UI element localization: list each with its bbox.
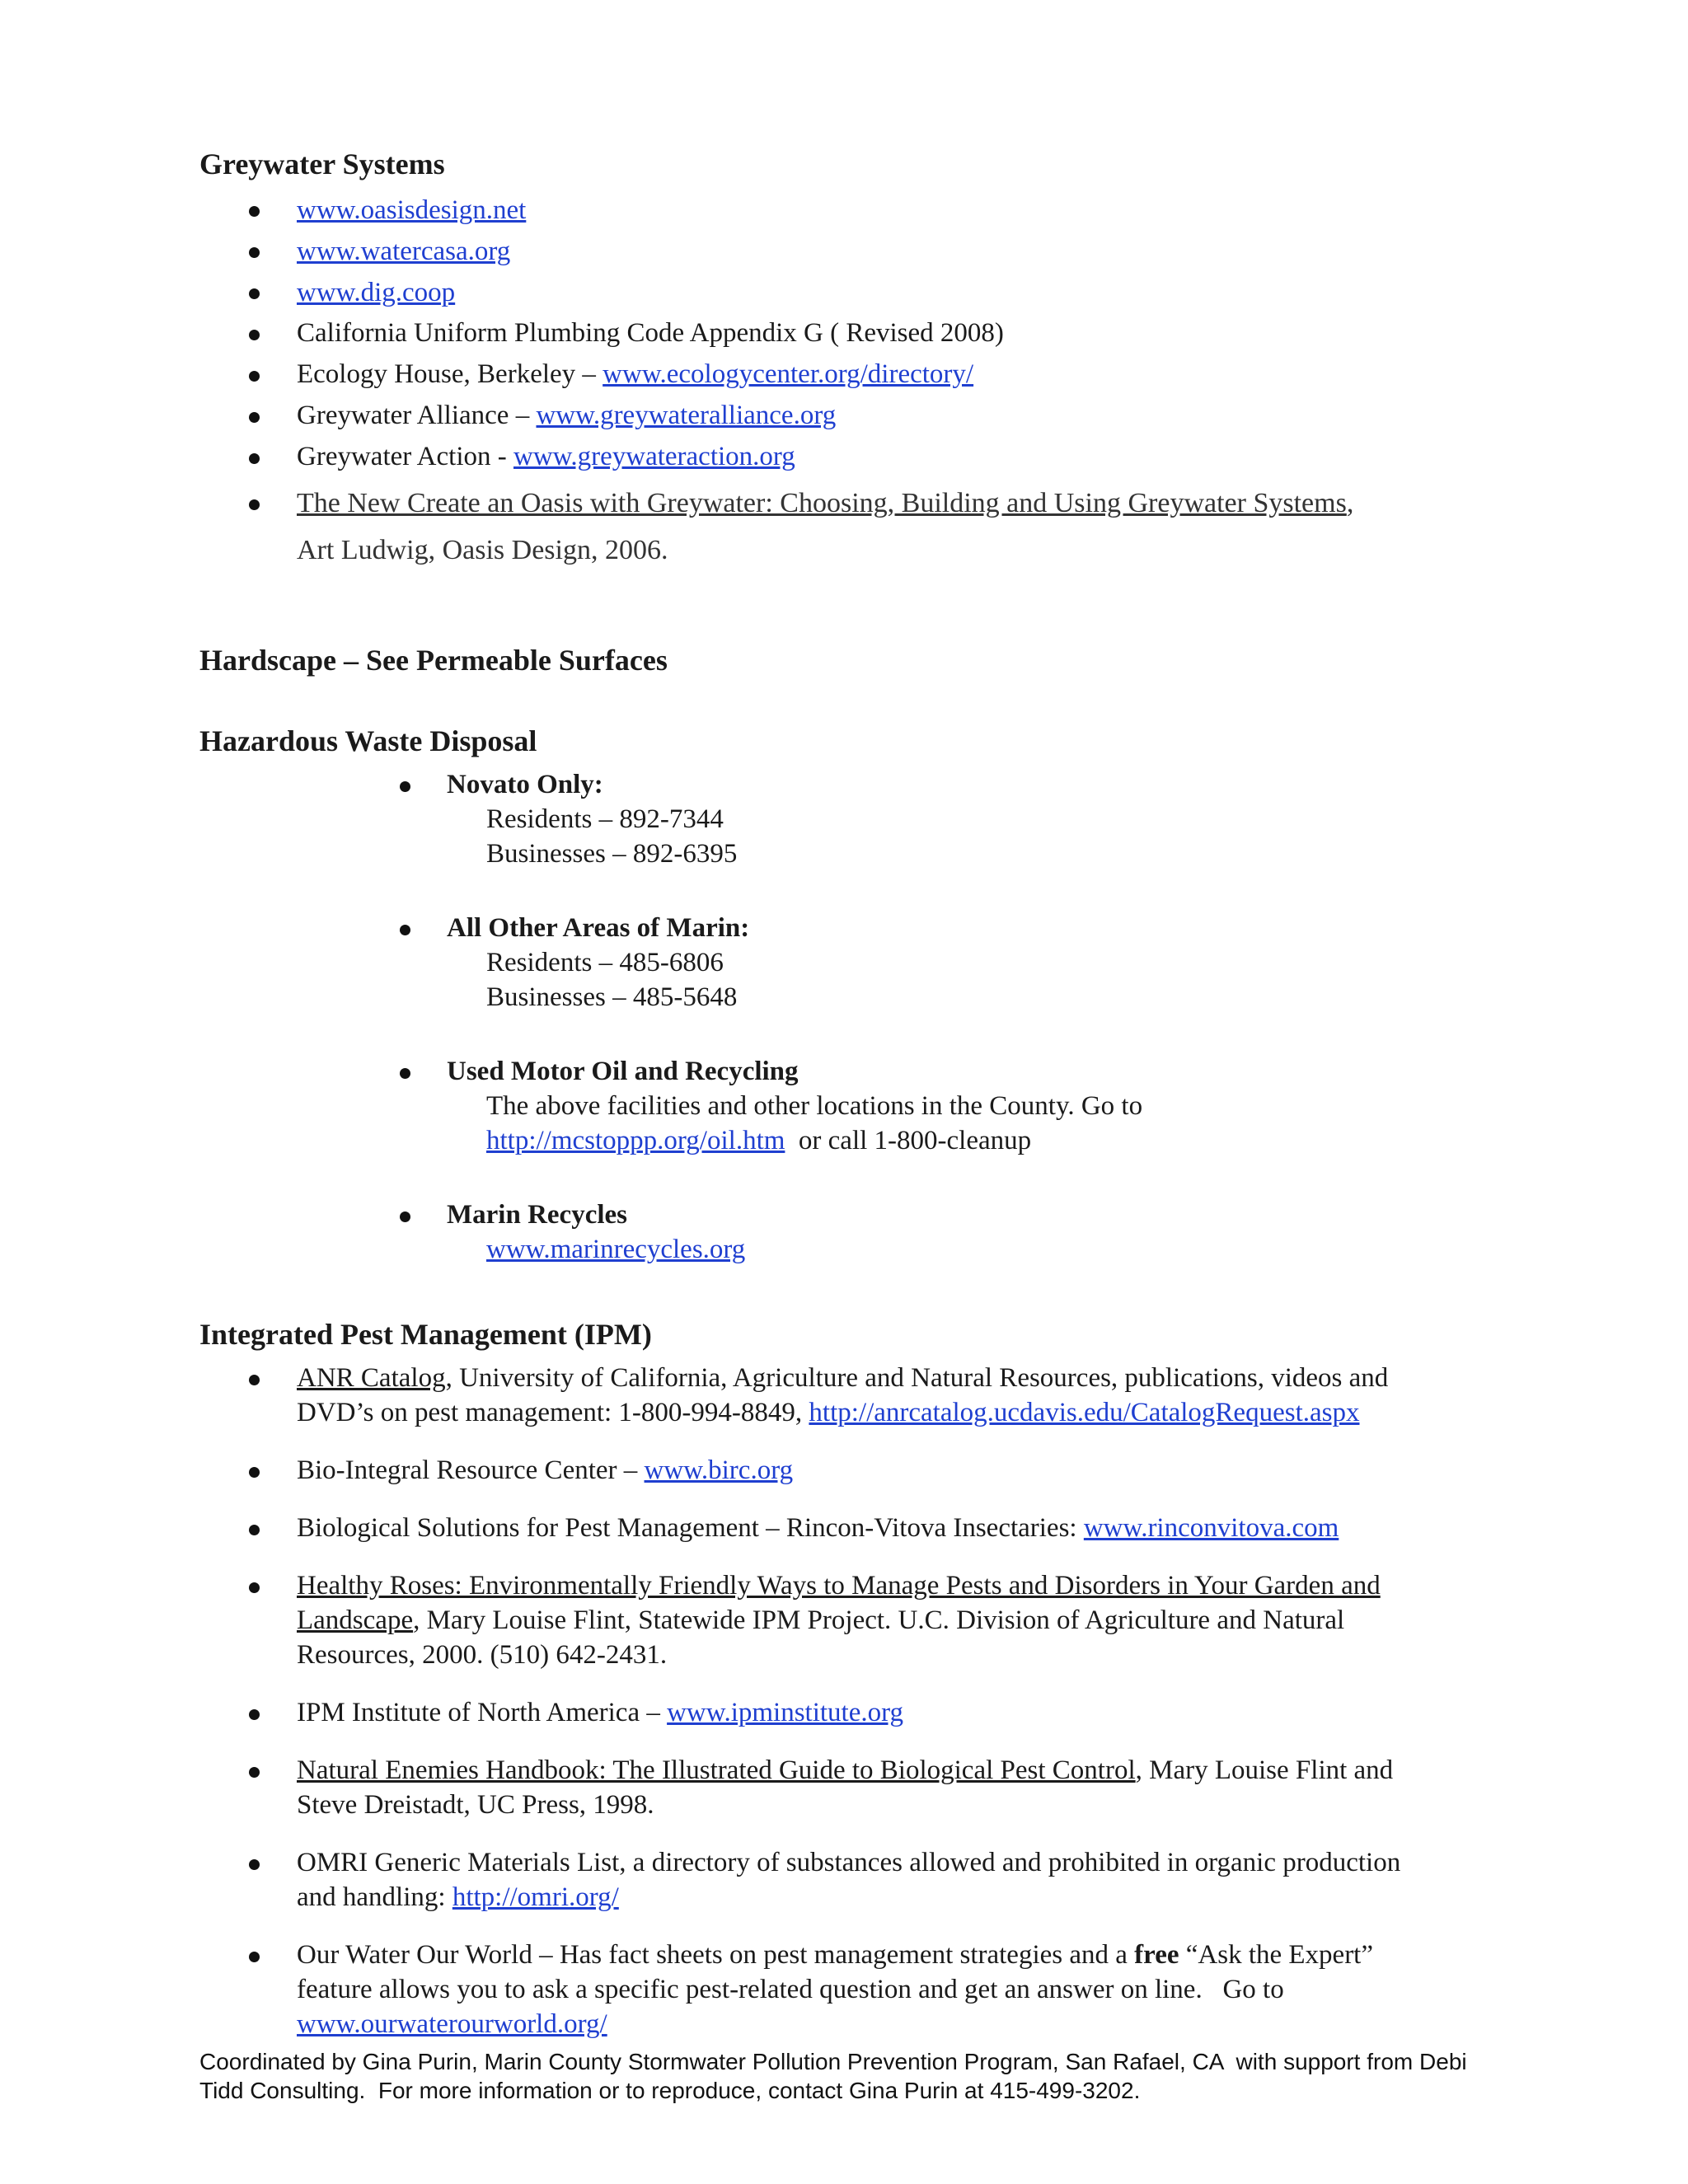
bullet-icon: [249, 288, 260, 299]
bullet-icon: [249, 206, 260, 217]
anr-catalog-item: [297, 1361, 1388, 1395]
bullet-icon: [249, 1375, 260, 1385]
ipm-institute-item: [297, 1696, 903, 1730]
footer-line2: Tidd Consulting. For more information or to reproduce, contact Gina Purin at 415-499-3202.: [199, 2078, 1141, 2103]
link-marinrecycles[interactable]: www.marinrecycles.org: [486, 1235, 746, 1264]
anr-catalog-phone: DVD’s on pest management: 1-800-994-8849,: [297, 1398, 809, 1427]
link-greywateraction[interactable]: www.greywateraction.org: [513, 442, 795, 471]
link-birc[interactable]: www.birc.org: [644, 1455, 794, 1485]
link-oasisdesign[interactable]: www.oasisdesign.net: [297, 195, 527, 225]
link-mcstoppp-oil[interactable]: http://mcstoppp.org/oil.htm: [486, 1126, 785, 1155]
footer: [199, 2047, 1518, 2105]
link-watercasa[interactable]: www.watercasa.org: [297, 237, 511, 266]
greywater-alliance-item: [297, 399, 836, 433]
motor-oil-text: The above facilities and other locations in the County. Go to: [486, 1091, 1143, 1121]
natural-enemies-title: Natural Enemies Handbook: The Illustrated Guide to Biological Pest Control: [297, 1755, 1136, 1785]
natural-enemies-line2: Steve Dreistadt, UC Press, 1998.: [297, 1790, 654, 1820]
bullet-icon: [249, 1859, 260, 1870]
birc-item: [297, 1454, 793, 1488]
hazardous-heading: Hazardous Waste Disposal: [199, 724, 537, 757]
novato-title: Novato Only:: [447, 770, 603, 799]
bullet-icon: [249, 453, 260, 464]
bullet-icon: [400, 781, 410, 792]
novato-businesses: Businesses – 892-6395: [486, 839, 738, 869]
other-residents: Residents – 485-6806: [486, 948, 724, 977]
link-ipminstitute[interactable]: www.ipminstitute.org: [667, 1698, 904, 1727]
owow-line2: feature allows you to ask a specific pest-related question and get an answer on line. Go to: [297, 1975, 1284, 2004]
natural-enemies-item: [297, 1754, 1393, 1788]
rincon-text: Biological Solutions for Pest Management – Rincon-Vitova Insectaries:: [297, 1513, 1084, 1543]
hardscape-heading: Hardscape – See Permeable Surfaces: [199, 644, 668, 677]
healthy-roses-title: Healthy Roses: Environmentally Friendly Ways to Manage Pests and Disorders in Your Garden and: [297, 1571, 1381, 1601]
owow-line1: [297, 1938, 1373, 1972]
owow-free: free: [1134, 1940, 1179, 1970]
bullet-icon: [249, 330, 260, 340]
link-omri[interactable]: http://omri.org/: [452, 1882, 619, 1912]
bullet-icon: [249, 412, 260, 423]
omri-line2: [297, 1881, 619, 1915]
other-areas-title: All Other Areas of Marin:: [447, 913, 750, 943]
link-anrcatalog[interactable]: http://anrcatalog.ucdavis.edu/CatalogRequest.aspx: [809, 1398, 1360, 1427]
bullet-icon: [249, 1709, 260, 1720]
plumbing-code-item: California Uniform Plumbing Code Appendix G ( Revised 2008): [297, 318, 1004, 348]
greywater-action-item: [297, 440, 795, 474]
healthy-roses-author: , Mary Louise Flint, Statewide IPM Project. U.C. Division of Agriculture and Natural: [413, 1605, 1345, 1635]
greywater-book-author: Art Ludwig, Oasis Design, 2006.: [297, 535, 668, 565]
link-ourwaterourworld[interactable]: www.ourwaterourworld.org/: [297, 2009, 607, 2039]
bullet-icon: [400, 1212, 410, 1222]
marin-recycles-title: Marin Recycles: [447, 1200, 627, 1230]
link-greywateralliance[interactable]: www.greywateralliance.org: [536, 401, 837, 430]
link-ecologycenter[interactable]: www.ecologycenter.org/directory/: [603, 359, 974, 389]
owow-text-a: Our Water Our World – Has fact sheets on pest management strategies and a: [297, 1940, 1135, 1970]
link-rinconvitova[interactable]: www.rinconvitova.com: [1083, 1513, 1339, 1543]
anr-catalog-line2: [297, 1396, 1359, 1430]
bullet-icon: [249, 1767, 260, 1778]
motor-oil-call: or call 1-800-cleanup: [785, 1126, 1032, 1155]
bullet-icon: [249, 1582, 260, 1593]
greywater-book-suffix: ,: [1346, 488, 1354, 518]
greywater-heading: Greywater Systems: [199, 148, 445, 180]
greywater-book-title: The New Create an Oasis with Greywater: Choosing, Building and Using Greywater Systems: [297, 488, 1347, 518]
anr-catalog-title: ANR Catalog: [297, 1363, 446, 1393]
bullet-icon: [249, 499, 260, 510]
owow-text-b: “Ask the Expert”: [1179, 1940, 1373, 1970]
ipm-heading: Integrated Pest Management (IPM): [199, 1318, 652, 1351]
omri-line1: OMRI Generic Materials List, a directory of substances allowed and prohibited in organic production: [297, 1848, 1401, 1877]
bullet-icon: [249, 1525, 260, 1535]
omri-handling: and handling:: [297, 1882, 452, 1912]
novato-residents: Residents – 892-7344: [486, 804, 724, 834]
bullet-icon: [249, 371, 260, 382]
motor-oil-title: Used Motor Oil and Recycling: [447, 1057, 799, 1086]
anr-catalog-desc: , University of California, Agriculture and Natural Resources, publications, videos and: [445, 1363, 1389, 1393]
birc-text: Bio-Integral Resource Center –: [297, 1455, 645, 1485]
other-businesses: Businesses – 485-5648: [486, 982, 738, 1012]
healthy-roses-line3: Resources, 2000. (510) 642-2431.: [297, 1640, 668, 1670]
ecology-house-text: Ecology House, Berkeley –: [297, 359, 603, 389]
bullet-icon: [249, 1467, 260, 1478]
motor-oil-line2: [486, 1124, 1031, 1158]
healthy-roses-line2: [297, 1604, 1344, 1638]
bullet-icon: [400, 1068, 410, 1079]
greywater-book-item: [297, 486, 1353, 522]
footer-line1: Coordinated by Gina Purin, Marin County Stormwater Pollution Prevention Program, San Rafael, CA with support from Debi: [199, 2049, 1467, 2074]
ecology-house-item: [297, 358, 973, 391]
natural-enemies-author: , Mary Louise Flint and: [1135, 1755, 1394, 1785]
healthy-roses-title-end: Landscape: [297, 1605, 414, 1635]
ipm-institute-text: IPM Institute of North America –: [297, 1698, 668, 1727]
bullet-icon: [249, 247, 260, 258]
greywater-action-text: Greywater Action -: [297, 442, 513, 471]
bullet-icon: [249, 1952, 260, 1962]
rincon-item: [297, 1511, 1339, 1545]
link-dig-coop[interactable]: www.dig.coop: [297, 278, 456, 307]
greywater-alliance-text: Greywater Alliance –: [297, 401, 537, 430]
bullet-icon: [400, 925, 410, 935]
